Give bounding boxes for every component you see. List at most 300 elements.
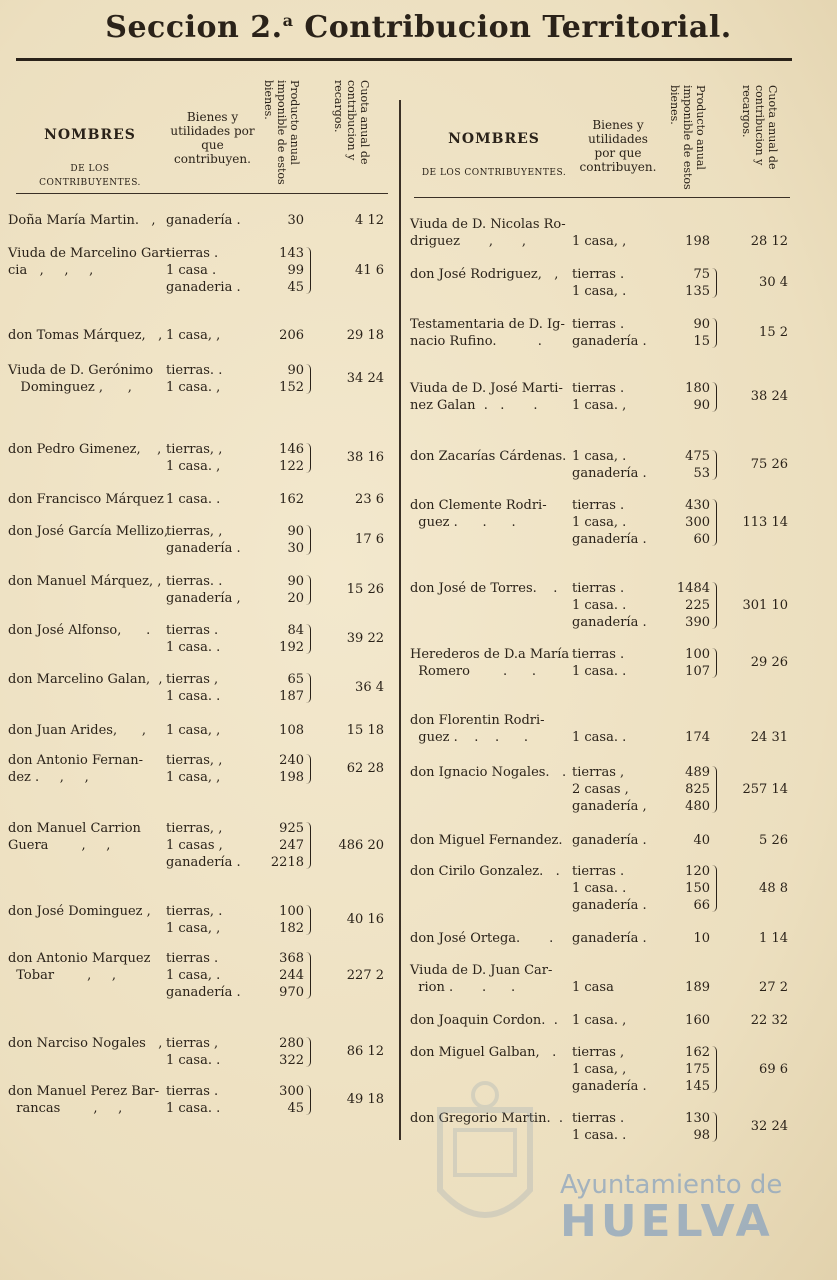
column-divider	[399, 100, 401, 1140]
huelva-seal-icon	[430, 1080, 540, 1240]
annual-quota: 15 18	[346, 723, 384, 738]
annual-quota: 24 31	[750, 730, 788, 745]
asset-type: ganadería .	[572, 931, 647, 946]
taxable-product-list	[664, 863, 710, 914]
taxable-product-value: 300	[279, 1084, 304, 1099]
taxable-product-list	[664, 497, 710, 548]
asset-type: 1 casa. ,	[166, 380, 221, 395]
taxable-product-value: 120	[685, 864, 710, 879]
asset-type: 1 casa. .	[572, 1128, 627, 1143]
asset-list	[572, 1044, 647, 1095]
taxable-product-value: 480	[685, 799, 710, 814]
asset-type: tierras .	[572, 498, 625, 513]
annual-quota: 27 2	[759, 980, 788, 995]
contributor-name: don Tomas Márquez, ,	[8, 328, 163, 343]
asset-type: tierras .	[572, 581, 625, 596]
taxable-product-value: 430	[685, 498, 710, 513]
brace-icon	[306, 443, 311, 473]
brace-icon	[306, 822, 311, 869]
taxable-product-list	[258, 722, 304, 739]
taxable-product-value: 2218	[270, 855, 304, 870]
taxable-product-value: 322	[279, 1053, 304, 1068]
annual-quota: 1 14	[759, 931, 788, 946]
taxable-product-list	[664, 448, 710, 482]
taxable-product-value: 100	[685, 647, 710, 662]
asset-list	[166, 491, 220, 508]
annual-quota: 22 32	[750, 1013, 788, 1028]
asset-type: ganadería .	[572, 466, 647, 481]
asset-type: tierras .	[572, 647, 625, 662]
taxable-product-list	[664, 233, 710, 250]
asset-type: tierras ,	[166, 1036, 219, 1051]
asset-list	[572, 316, 647, 350]
annual-quota: 23 6	[355, 492, 384, 507]
taxable-product-list	[258, 1035, 304, 1069]
asset-type: tierras .	[572, 267, 625, 282]
asset-type: tierras. .	[166, 574, 223, 589]
taxable-product-value: 162	[685, 1045, 710, 1060]
taxable-product-value: 100	[279, 904, 304, 919]
contributor-name: don José García Mellizo,	[8, 524, 169, 539]
contributor-name: don Clemente Rodri- guez . . .	[410, 498, 547, 530]
right-header-cuota: Cuota anual de contribucion y recargos.	[740, 85, 779, 170]
asset-type: tierras .	[166, 246, 219, 261]
taxable-product-value: 146	[279, 442, 304, 457]
annual-quota: 30 4	[759, 275, 788, 290]
asset-type: tierras .	[572, 1111, 625, 1126]
brace-icon	[306, 364, 311, 394]
annual-quota: 15 2	[759, 325, 788, 340]
brace-icon	[712, 1112, 717, 1142]
annual-quota: 17 6	[355, 532, 384, 547]
annual-quota: 301 10	[742, 598, 788, 613]
taxable-product-value: 90	[693, 317, 710, 332]
taxable-product-list	[258, 950, 304, 1001]
asset-type: 1 casas ,	[166, 838, 223, 853]
right-header-line	[414, 197, 790, 198]
asset-list	[572, 266, 626, 300]
asset-type: tierras .	[572, 864, 625, 879]
taxable-product-value: 390	[685, 615, 710, 630]
taxable-product-value: 30	[287, 213, 304, 228]
annual-quota: 29 26	[750, 655, 788, 670]
contributor-name: don Florentin Rodri- guez . . . .	[410, 713, 545, 745]
annual-quota: 48 8	[759, 881, 788, 896]
contributor-name: don José Rodriguez, ,	[410, 267, 559, 282]
taxable-product-value: 152	[279, 380, 304, 395]
annual-quota: 227 2	[346, 968, 384, 983]
asset-type: 1 casa. ,	[166, 459, 221, 474]
annual-quota: 257 14	[742, 782, 788, 797]
asset-type: tierras ,	[572, 1045, 625, 1060]
asset-list	[166, 362, 222, 396]
asset-type: 1 casa. .	[166, 492, 221, 507]
asset-list	[572, 863, 647, 914]
asset-type: 1 casa. .	[166, 1101, 221, 1116]
watermark: Ayuntamiento de HUELVA	[560, 1170, 783, 1247]
brace-icon	[712, 1046, 717, 1093]
brace-icon	[306, 525, 311, 555]
asset-type: 1 casa, .	[572, 515, 627, 530]
asset-type: tierras .	[166, 1084, 219, 1099]
brace-icon	[306, 575, 311, 605]
annual-quota: 486 20	[338, 838, 384, 853]
taxable-product-value: 20	[287, 591, 304, 606]
asset-type: 2 casas ,	[572, 782, 629, 797]
taxable-product-value: 198	[685, 234, 710, 249]
annual-quota: 40 16	[346, 912, 384, 927]
taxable-product-value: 99	[287, 263, 304, 278]
taxable-product-list	[258, 245, 304, 296]
asset-list	[572, 1012, 626, 1029]
asset-type: 1 casa. ,	[572, 398, 627, 413]
brace-icon	[712, 499, 717, 546]
taxable-product-value: 75	[693, 267, 710, 282]
contributor-name: Viuda de D. Juan Car- rion . . .	[410, 963, 553, 995]
taxable-product-value: 182	[279, 921, 304, 936]
asset-type: tierras .	[166, 623, 219, 638]
contributor-name: Herederos de D.a María Romero . .	[410, 647, 570, 679]
taxable-product-list	[258, 212, 304, 229]
contributor-name: don Cirilo Gonzalez. .	[410, 864, 560, 879]
taxable-product-list	[664, 380, 710, 414]
brace-icon	[712, 766, 717, 813]
brace-icon	[712, 865, 717, 912]
left-header-producto: Producto anual imponible de estos bienes.	[262, 80, 301, 185]
brace-icon	[712, 382, 717, 412]
asset-type: tierras .	[572, 317, 625, 332]
taxable-product-value: 174	[685, 730, 710, 745]
left-header-cuota: Cuota anual de contribucion y recargos.	[332, 80, 371, 165]
brace-icon	[712, 582, 717, 629]
brace-icon	[306, 247, 311, 294]
taxable-product-value: 65	[287, 672, 304, 687]
taxable-product-value: 825	[685, 782, 710, 797]
taxable-product-value: 247	[279, 838, 304, 853]
asset-type: tierras, ,	[166, 442, 223, 457]
annual-quota: 62 28	[346, 761, 384, 776]
brace-icon	[306, 952, 311, 999]
asset-list	[166, 903, 222, 937]
asset-type: 1 casa. ,	[572, 1013, 627, 1028]
asset-type: 1 casa, ,	[572, 1062, 627, 1077]
asset-type: ganadería .	[166, 985, 241, 1000]
taxable-product-value: 970	[279, 985, 304, 1000]
asset-type: 1 casa. .	[166, 1053, 221, 1068]
right-header-bienes: Bienes y utilidades por que contribuyen.	[579, 118, 657, 174]
asset-list	[572, 729, 626, 746]
asset-list	[166, 752, 222, 786]
asset-type: tierras, ,	[166, 753, 223, 768]
annual-quota: 29 18	[346, 328, 384, 343]
taxable-product-value: 108	[279, 723, 304, 738]
annual-quota: 28 12	[750, 234, 788, 249]
taxable-product-value: 107	[685, 664, 710, 679]
taxable-product-value: 122	[279, 459, 304, 474]
taxable-product-list	[258, 903, 304, 937]
asset-type: tierras .	[166, 951, 219, 966]
annual-quota: 15 26	[346, 582, 384, 597]
asset-list	[572, 979, 614, 996]
contributor-name: don Manuel Carrion Guera , ,	[8, 821, 141, 853]
taxable-product-value: 198	[279, 770, 304, 785]
left-header-names: NOMBRES DE LOS CONTRIBUYENTES.	[39, 127, 141, 188]
contributor-name: Doña María Martin. ,	[8, 213, 156, 228]
taxable-product-value: 189	[685, 980, 710, 995]
taxable-product-value: 143	[279, 246, 304, 261]
taxable-product-value: 240	[279, 753, 304, 768]
contributor-name: don Manuel Perez Bar- rancas , ,	[8, 1084, 160, 1116]
taxable-product-value: 10	[693, 931, 710, 946]
asset-type: 1 casa .	[166, 263, 217, 278]
annual-quota: 36 4	[355, 680, 384, 695]
asset-list	[166, 327, 220, 344]
asset-list	[572, 580, 647, 631]
contributor-name: don Francisco Márquez	[8, 492, 164, 507]
annual-quota: 86 12	[346, 1044, 384, 1059]
taxable-product-list	[258, 671, 304, 705]
right-header-names: NOMBRES DE LOS CONTRIBUYENTES.	[421, 131, 567, 178]
taxable-product-value: 84	[287, 623, 304, 638]
asset-list	[572, 1110, 626, 1144]
contributor-name: don Joaquin Cordon. .	[410, 1013, 558, 1028]
taxable-product-list	[664, 316, 710, 350]
asset-type: 1 casa, ,	[166, 921, 221, 936]
taxable-product-value: 160	[685, 1013, 710, 1028]
taxable-product-value: 162	[279, 492, 304, 507]
taxable-product-list	[664, 979, 710, 996]
taxable-product-list	[664, 832, 710, 849]
right-header-producto: Producto anual imponible de estos bienes.	[668, 85, 707, 190]
taxable-product-value: 1484	[676, 581, 710, 596]
annual-quota: 38 16	[346, 450, 384, 465]
annual-quota: 75 26	[750, 457, 788, 472]
contributor-name: don Gregorio Martin. .	[410, 1111, 563, 1126]
asset-type: tierras. .	[166, 363, 223, 378]
taxable-product-value: 90	[287, 574, 304, 589]
taxable-product-list	[258, 752, 304, 786]
annual-quota: 34 24	[346, 371, 384, 386]
asset-type: 1 casa. .	[166, 640, 221, 655]
asset-type: 1 casa, ,	[572, 234, 627, 249]
taxable-product-list	[258, 441, 304, 475]
taxable-product-value: 489	[685, 765, 710, 780]
taxable-product-list	[664, 729, 710, 746]
contributor-name: don Pedro Gimenez, ,	[8, 442, 162, 457]
taxable-product-value: 150	[685, 881, 710, 896]
contributor-name: don José Dominguez ,	[8, 904, 151, 919]
asset-list	[572, 764, 647, 815]
left-header-line	[16, 193, 388, 194]
brace-icon	[306, 754, 311, 784]
taxable-product-value: 66	[693, 898, 710, 913]
taxable-product-value: 45	[287, 280, 304, 295]
brace-icon	[306, 905, 311, 935]
asset-type: 1 casa, .	[166, 968, 221, 983]
taxable-product-list	[258, 327, 304, 344]
taxable-product-list	[258, 362, 304, 396]
annual-quota: 41 6	[355, 263, 384, 278]
contributor-name: don José Ortega. .	[410, 931, 554, 946]
asset-type: tierras, ,	[166, 524, 223, 539]
asset-type: 1 casa. .	[572, 664, 627, 679]
asset-list	[166, 245, 241, 296]
taxable-product-list	[664, 1110, 710, 1144]
left-header-bienes: Bienes y utilidades por que contribuyen.	[170, 110, 255, 166]
asset-type: ganadería ,	[572, 799, 647, 814]
brace-icon	[306, 1037, 311, 1067]
asset-type: ganadería ,	[166, 591, 241, 606]
asset-type: 1 casa, ,	[166, 328, 221, 343]
taxable-product-list	[258, 1083, 304, 1117]
annual-quota: 5 26	[759, 833, 788, 848]
title-rule	[16, 58, 792, 61]
asset-type: 1 casa. .	[572, 730, 627, 745]
taxable-product-value: 130	[685, 1111, 710, 1126]
brace-icon	[712, 648, 717, 678]
contributor-name: don Miguel Galban, .	[410, 1045, 557, 1060]
asset-list	[166, 950, 241, 1001]
asset-type: 1 casa. .	[572, 598, 627, 613]
contributor-name: don Manuel Márquez, ,	[8, 574, 162, 589]
taxable-product-value: 300	[685, 515, 710, 530]
asset-type: tierras ,	[166, 672, 219, 687]
contributor-name: don Zacarías Cárdenas.	[410, 449, 567, 464]
brace-icon	[306, 673, 311, 703]
taxable-product-list	[664, 764, 710, 815]
asset-list	[166, 573, 241, 607]
annual-quota: 69 6	[759, 1062, 788, 1077]
asset-list	[166, 722, 220, 739]
asset-type: ganadería .	[572, 615, 647, 630]
brace-icon	[712, 450, 717, 480]
asset-list	[166, 441, 222, 475]
page-title: Seccion 2.$^a$ Contribucion Territorial.	[105, 10, 732, 45]
asset-list	[572, 380, 626, 414]
taxable-product-value: 368	[279, 951, 304, 966]
brace-icon	[306, 624, 311, 654]
contributor-name: don José de Torres. .	[410, 581, 558, 596]
taxable-product-value: 53	[693, 466, 710, 481]
contributor-name: don José Alfonso, .	[8, 623, 151, 638]
asset-list	[166, 671, 220, 705]
asset-list	[166, 523, 241, 557]
taxable-product-value: 135	[685, 284, 710, 299]
taxable-product-value: 90	[693, 398, 710, 413]
taxable-product-value: 475	[685, 449, 710, 464]
asset-type: 1 casa. .	[166, 689, 221, 704]
contributor-name: don Antonio Fernan- dez . , ,	[8, 753, 144, 785]
asset-list	[572, 448, 647, 482]
taxable-product-list	[664, 580, 710, 631]
asset-type: 1 casa, .	[572, 284, 627, 299]
asset-type: ganadería .	[166, 541, 241, 556]
asset-type: 1 casa. .	[572, 881, 627, 896]
taxable-product-value: 225	[685, 598, 710, 613]
asset-list	[572, 646, 626, 680]
contributor-name: don Marcelino Galan, ,	[8, 672, 163, 687]
asset-type: ganadería .	[572, 1079, 647, 1094]
contributor-name: don Antonio Marquez Tobar , ,	[8, 951, 151, 983]
asset-list	[166, 1035, 220, 1069]
taxable-product-value: 925	[279, 821, 304, 836]
taxable-product-list	[258, 573, 304, 607]
contributor-name: Viuda de D. Gerónimo Dominguez , ,	[8, 363, 154, 395]
asset-type: tierras ,	[572, 765, 625, 780]
taxable-product-list	[258, 491, 304, 508]
asset-list	[166, 212, 241, 229]
taxable-product-list	[664, 1012, 710, 1029]
asset-type: tierras, ,	[166, 821, 223, 836]
taxable-product-value: 145	[685, 1079, 710, 1094]
taxable-product-list	[258, 523, 304, 557]
taxable-product-list	[664, 1044, 710, 1095]
brace-icon	[712, 268, 717, 298]
taxable-product-value: 280	[279, 1036, 304, 1051]
asset-type: ganadería .	[572, 833, 647, 848]
taxable-product-value: 244	[279, 968, 304, 983]
contributor-name: Viuda de D. Nicolas Ro- driguez , ,	[410, 217, 566, 249]
taxable-product-list	[664, 930, 710, 947]
brace-icon	[306, 1085, 311, 1115]
asset-list	[166, 1083, 220, 1117]
asset-type: 1 casa, ,	[166, 770, 221, 785]
asset-type: 1 casa, .	[572, 449, 627, 464]
asset-type: ganadería .	[166, 855, 241, 870]
taxable-product-value: 192	[279, 640, 304, 655]
contributor-name: Viuda de D. José Marti- nez Galan . . .	[410, 381, 563, 413]
taxable-product-value: 187	[279, 689, 304, 704]
asset-type: tierras .	[572, 381, 625, 396]
contributor-name: don Miguel Fernandez.	[410, 833, 563, 848]
asset-type: ganadería .	[166, 213, 241, 228]
taxable-product-value: 40	[693, 833, 710, 848]
annual-quota: 39 22	[346, 631, 384, 646]
asset-list	[572, 930, 647, 947]
taxable-product-list	[258, 820, 304, 871]
asset-list	[166, 820, 241, 871]
asset-type: ganaderia .	[166, 280, 241, 295]
taxable-product-list	[664, 646, 710, 680]
contributor-name: don Narciso Nogales ,	[8, 1036, 163, 1051]
annual-quota: 38 24	[750, 389, 788, 404]
contributor-name: Viuda de Marcelino Gar- cia , , ,	[8, 246, 170, 278]
taxable-product-value: 45	[287, 1101, 304, 1116]
taxable-product-value: 175	[685, 1062, 710, 1077]
asset-type: ganadería .	[572, 898, 647, 913]
taxable-product-list	[258, 622, 304, 656]
brace-icon	[712, 318, 717, 348]
taxable-product-value: 60	[693, 532, 710, 547]
taxable-product-value: 30	[287, 541, 304, 556]
taxable-product-list	[664, 266, 710, 300]
taxable-product-value: 90	[287, 524, 304, 539]
asset-list	[572, 832, 647, 849]
taxable-product-value: 206	[279, 328, 304, 343]
asset-list	[572, 233, 626, 250]
annual-quota: 113 14	[742, 515, 788, 530]
contributor-name: don Ignacio Nogales. .	[410, 765, 567, 780]
annual-quota: 32 24	[750, 1119, 788, 1134]
asset-type: ganadería .	[572, 532, 647, 547]
annual-quota: 4 12	[355, 213, 384, 228]
annual-quota: 49 18	[346, 1092, 384, 1107]
contributor-name: Testamentaria de D. Ig- nacio Rufino. .	[410, 317, 565, 349]
asset-type: ganadería .	[572, 334, 647, 349]
asset-type: 1 casa	[572, 980, 614, 995]
taxable-product-value: 15	[693, 334, 710, 349]
taxable-product-value: 98	[693, 1128, 710, 1143]
